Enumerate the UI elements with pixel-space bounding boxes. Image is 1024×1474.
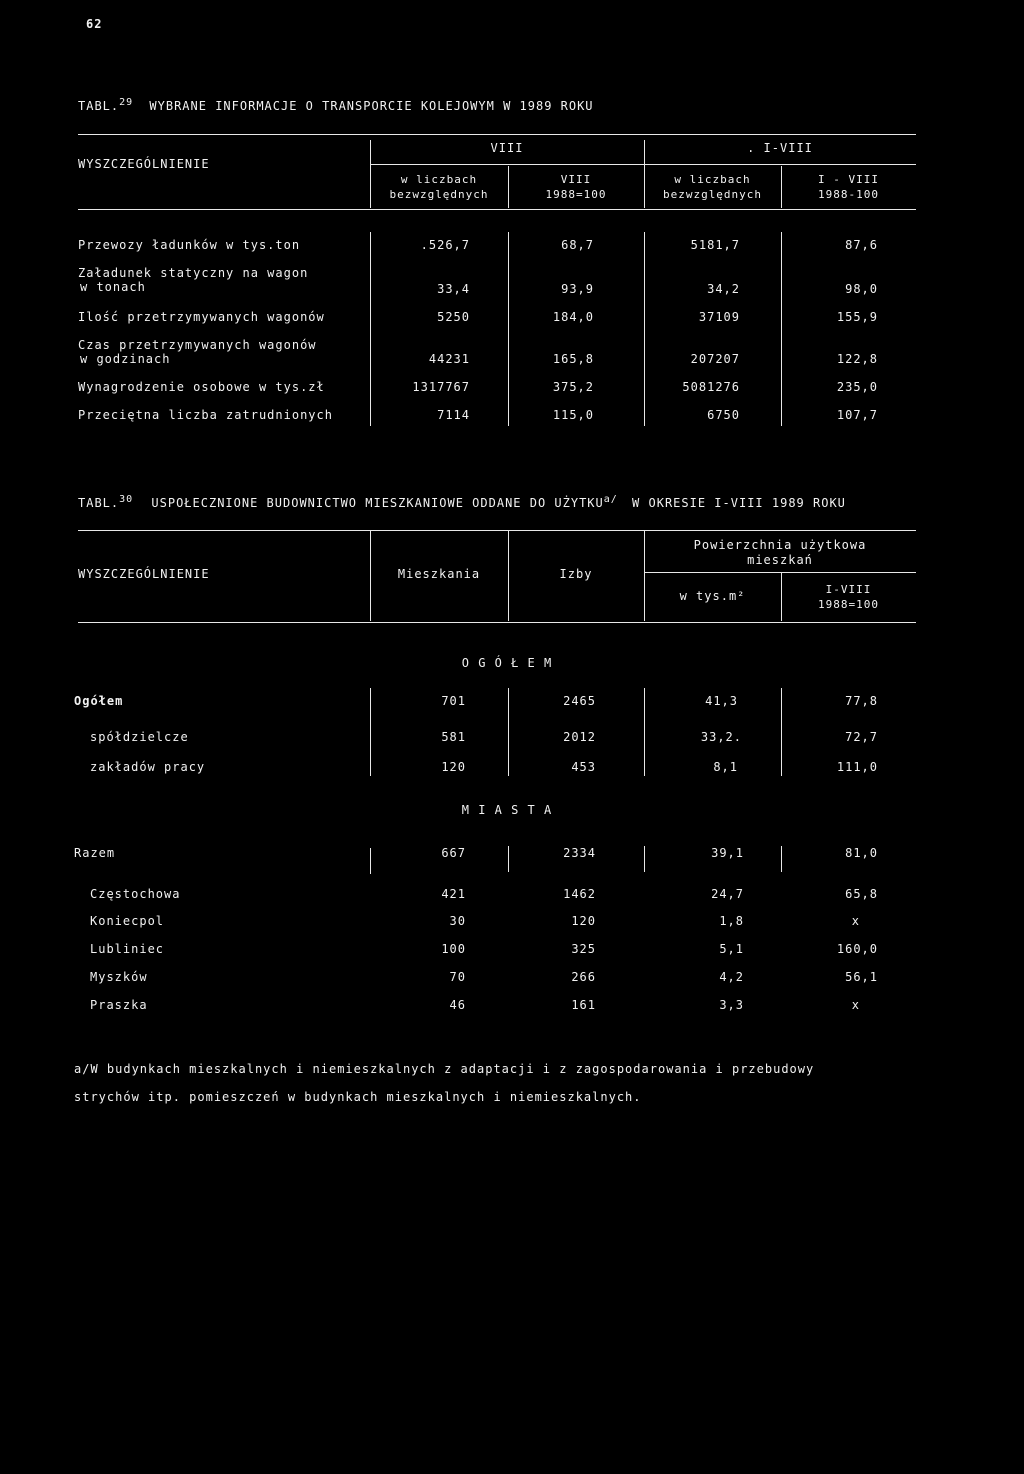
t29-label-line: Czas przetrzymywanych wagonów — [78, 338, 317, 352]
t29-cell: 184,0 — [552, 310, 594, 324]
t30-row-label: Lubliniec — [90, 942, 165, 956]
t29-cell: 68,7 — [561, 238, 594, 252]
t30-cell: 701 — [441, 694, 466, 708]
t30-head-col1: Mieszkania — [397, 567, 481, 581]
t29-cell: 7114 — [437, 408, 470, 422]
t30-cell: 2334 — [563, 846, 596, 860]
t29-cell: 5181,7 — [690, 238, 740, 252]
table-number: 30 — [119, 494, 134, 505]
t30-top-rule — [78, 530, 916, 531]
t30-s1-vline-4 — [781, 688, 782, 776]
t30-cell: 161 — [571, 998, 596, 1012]
table-29-title — [78, 97, 594, 113]
t29-label-line: Załadunek statyczny na wagon — [78, 266, 309, 280]
t29-head-sub1 — [370, 172, 508, 202]
t30-head-col2: Izby — [559, 567, 593, 581]
t29-body-vline-3 — [644, 232, 645, 426]
t29-cell: 93,9 — [561, 282, 594, 296]
t30-s1-vline-3 — [644, 688, 645, 776]
t30-cell: 266 — [571, 970, 596, 984]
t30-cell: 160,0 — [836, 942, 878, 956]
t29-row-label: Ilość przetrzymywanych wagonów — [78, 310, 325, 324]
t29-cell: .526,7 — [420, 238, 470, 252]
t29-cell: 375,2 — [552, 380, 594, 394]
t30-row-label: zakładów pracy — [90, 760, 206, 774]
t30-sub2-line1: I-VIII — [825, 583, 872, 596]
t30-head-group — [644, 538, 916, 568]
t29-cell: 235,0 — [836, 380, 878, 394]
t30-cell: 41,3 — [705, 694, 738, 708]
t30-s2-vline-1 — [370, 848, 371, 874]
t30-cell: 100 — [441, 942, 466, 956]
t30-cell: 667 — [441, 846, 466, 860]
t30-row-label: Praszka — [90, 998, 148, 1012]
t29-cell: 98,0 — [845, 282, 878, 296]
t30-cell: x — [851, 998, 860, 1012]
t29-cell: 5250 — [437, 310, 470, 324]
t30-cell: 5,1 — [719, 942, 744, 956]
t30-row-label: Koniecpol — [90, 914, 165, 928]
table-30-title — [78, 494, 846, 510]
t29-sub1-line2: bezwzględnych — [389, 188, 489, 201]
t29-cell: 87,6 — [845, 238, 878, 252]
t29-sub2-line2: 1988=100 — [545, 188, 607, 201]
t29-sub1-line1: w liczbach — [400, 173, 478, 186]
t30-cell: 581 — [441, 730, 466, 744]
t30-cell: 81,0 — [845, 846, 878, 860]
t30-s1-vline-2 — [508, 688, 509, 776]
table-title-part-a: USPOŁECZNIONE BUDOWNICTWO MIESZKANIOWE ODDANE DO UŻYTKU — [151, 496, 604, 510]
t29-row-label — [78, 266, 308, 294]
t30-row-label: spółdzielcze — [90, 730, 189, 744]
t29-head-col0: WYSZCZEGÓLNIENIE — [78, 157, 210, 171]
t30-cell: 2012 — [563, 730, 596, 744]
t30-s1-vline-1 — [370, 688, 371, 776]
t30-cell: 46 — [449, 998, 466, 1012]
tabl-prefix: TABL. — [78, 99, 120, 113]
t29-body-vline-2 — [508, 232, 509, 426]
t29-sub3-line1: w liczbach — [674, 173, 751, 186]
t30-cell: 70 — [449, 970, 466, 984]
t30-row-label: Razem — [74, 846, 116, 860]
t30-group-line1: Powierzchnia użytkowa — [693, 538, 867, 552]
t29-cell: 5081276 — [682, 380, 740, 394]
t30-cell: 3,3 — [719, 998, 744, 1012]
t29-group-rule — [370, 164, 916, 165]
t30-row-label: Ogółem — [74, 694, 124, 708]
t29-head-group1: VIII — [490, 141, 524, 155]
t29-top-rule — [78, 134, 916, 135]
t30-cell: 77,8 — [845, 694, 878, 708]
t30-s2-vline-3 — [644, 846, 645, 872]
t30-cell: 65,8 — [845, 887, 878, 901]
table-title: WYBRANE INFORMACJE O TRANSPORCIE KOLEJOWYM W 1989 ROKU — [149, 99, 594, 113]
footnote-line-2: strychów itp. pomieszczeń w budynkach mieszkalnych i niemieszkalnych. — [74, 1090, 642, 1104]
t29-cell: 155,9 — [836, 310, 878, 324]
t30-head-sub2 — [781, 582, 916, 612]
t30-cell: 453 — [571, 760, 596, 774]
t30-cell: 1,8 — [719, 914, 744, 928]
t29-sub3-line2: bezwzględnych — [662, 188, 763, 201]
t30-cell: 56,1 — [845, 970, 878, 984]
t29-cell: 115,0 — [552, 408, 594, 422]
t29-cell: 6750 — [707, 408, 740, 422]
t30-cell: 120 — [571, 914, 596, 928]
t30-cell: 24,7 — [711, 887, 744, 901]
t29-row-label: Wynagrodzenie osobowe w tys.zł — [78, 380, 325, 394]
t29-cell: 1317767 — [412, 380, 470, 394]
t29-body-vline-4 — [781, 232, 782, 426]
t29-cell: 107,7 — [836, 408, 878, 422]
t29-cell: 165,8 — [552, 352, 594, 366]
t29-head-group2: . I-VIII — [747, 141, 813, 155]
t29-cell: 37109 — [698, 310, 740, 324]
t30-group-line2: mieszkań — [747, 553, 813, 567]
t29-cell: 207207 — [690, 352, 740, 366]
t29-head-rule — [78, 209, 916, 210]
t30-cell: 72,7 — [845, 730, 878, 744]
t29-cell: 34,2 — [707, 282, 740, 296]
footnote — [74, 1055, 814, 1111]
t29-head-sub3 — [644, 172, 781, 202]
t30-sub2-line2: 1988=100 — [818, 598, 879, 611]
t30-row-label: Częstochowa — [90, 887, 181, 901]
t29-row-label: Przeciętna liczba zatrudnionych — [78, 408, 333, 422]
t30-row-label: Myszków — [90, 970, 148, 984]
t29-sub4-line1: I - VIII — [818, 173, 879, 186]
t30-cell: 421 — [441, 887, 466, 901]
t30-cell: 39,1 — [711, 846, 744, 860]
t30-cell: 1462 — [563, 887, 596, 901]
t30-group-rule — [644, 572, 916, 573]
t29-label-line: w godzinach — [80, 352, 171, 366]
t30-cell: 111,0 — [836, 760, 878, 774]
t29-row-label — [78, 338, 317, 366]
t29-cell: 122,8 — [836, 352, 878, 366]
table-title-footnote-mark: a/ — [603, 494, 618, 505]
t30-s2-vline-4 — [781, 846, 782, 872]
t29-sub2-line1: VIII — [560, 173, 592, 186]
t29-sub4-line2: 1988-100 — [818, 188, 879, 201]
t30-cell: 325 — [571, 942, 596, 956]
t30-head-sub1: w tys.m² — [679, 589, 746, 603]
t30-cell: 120 — [441, 760, 466, 774]
t29-cell: 33,4 — [437, 282, 470, 296]
t29-head-sub4 — [781, 172, 916, 202]
footnote-line-1: a/W budynkach mieszkalnych i niemieszkalnych z adaptacji i z zagospodarowania i przebudowy — [74, 1062, 815, 1076]
t29-cell: 44231 — [428, 352, 470, 366]
t30-section-miasta: M I A S T A — [461, 803, 553, 817]
t30-cell: 2465 — [563, 694, 596, 708]
t30-head-rule — [78, 622, 916, 623]
table-number: 29 — [119, 97, 134, 108]
t29-row-label: Przewozy ładunków w tys.ton — [78, 238, 301, 252]
t30-head-col0: WYSZCZEGÓLNIENIE — [78, 567, 210, 581]
tabl-prefix: TABL. — [78, 496, 120, 510]
t30-cell: 30 — [449, 914, 466, 928]
t30-cell: 33,2. — [700, 730, 742, 744]
page-number: 62 — [86, 17, 103, 31]
t30-section-ogolem: O G Ó Ł E M — [461, 656, 553, 670]
t30-cell: 8,1 — [713, 760, 738, 774]
table-title-part-b: W OKRESIE I-VIII 1989 ROKU — [632, 496, 846, 510]
t30-s2-vline-2 — [508, 846, 509, 872]
t30-cell: x — [851, 914, 860, 928]
t29-label-line: w tonach — [80, 280, 146, 294]
t29-body-vline-1 — [370, 232, 371, 426]
t29-head-sub2 — [508, 172, 644, 202]
t30-cell: 4,2 — [719, 970, 744, 984]
